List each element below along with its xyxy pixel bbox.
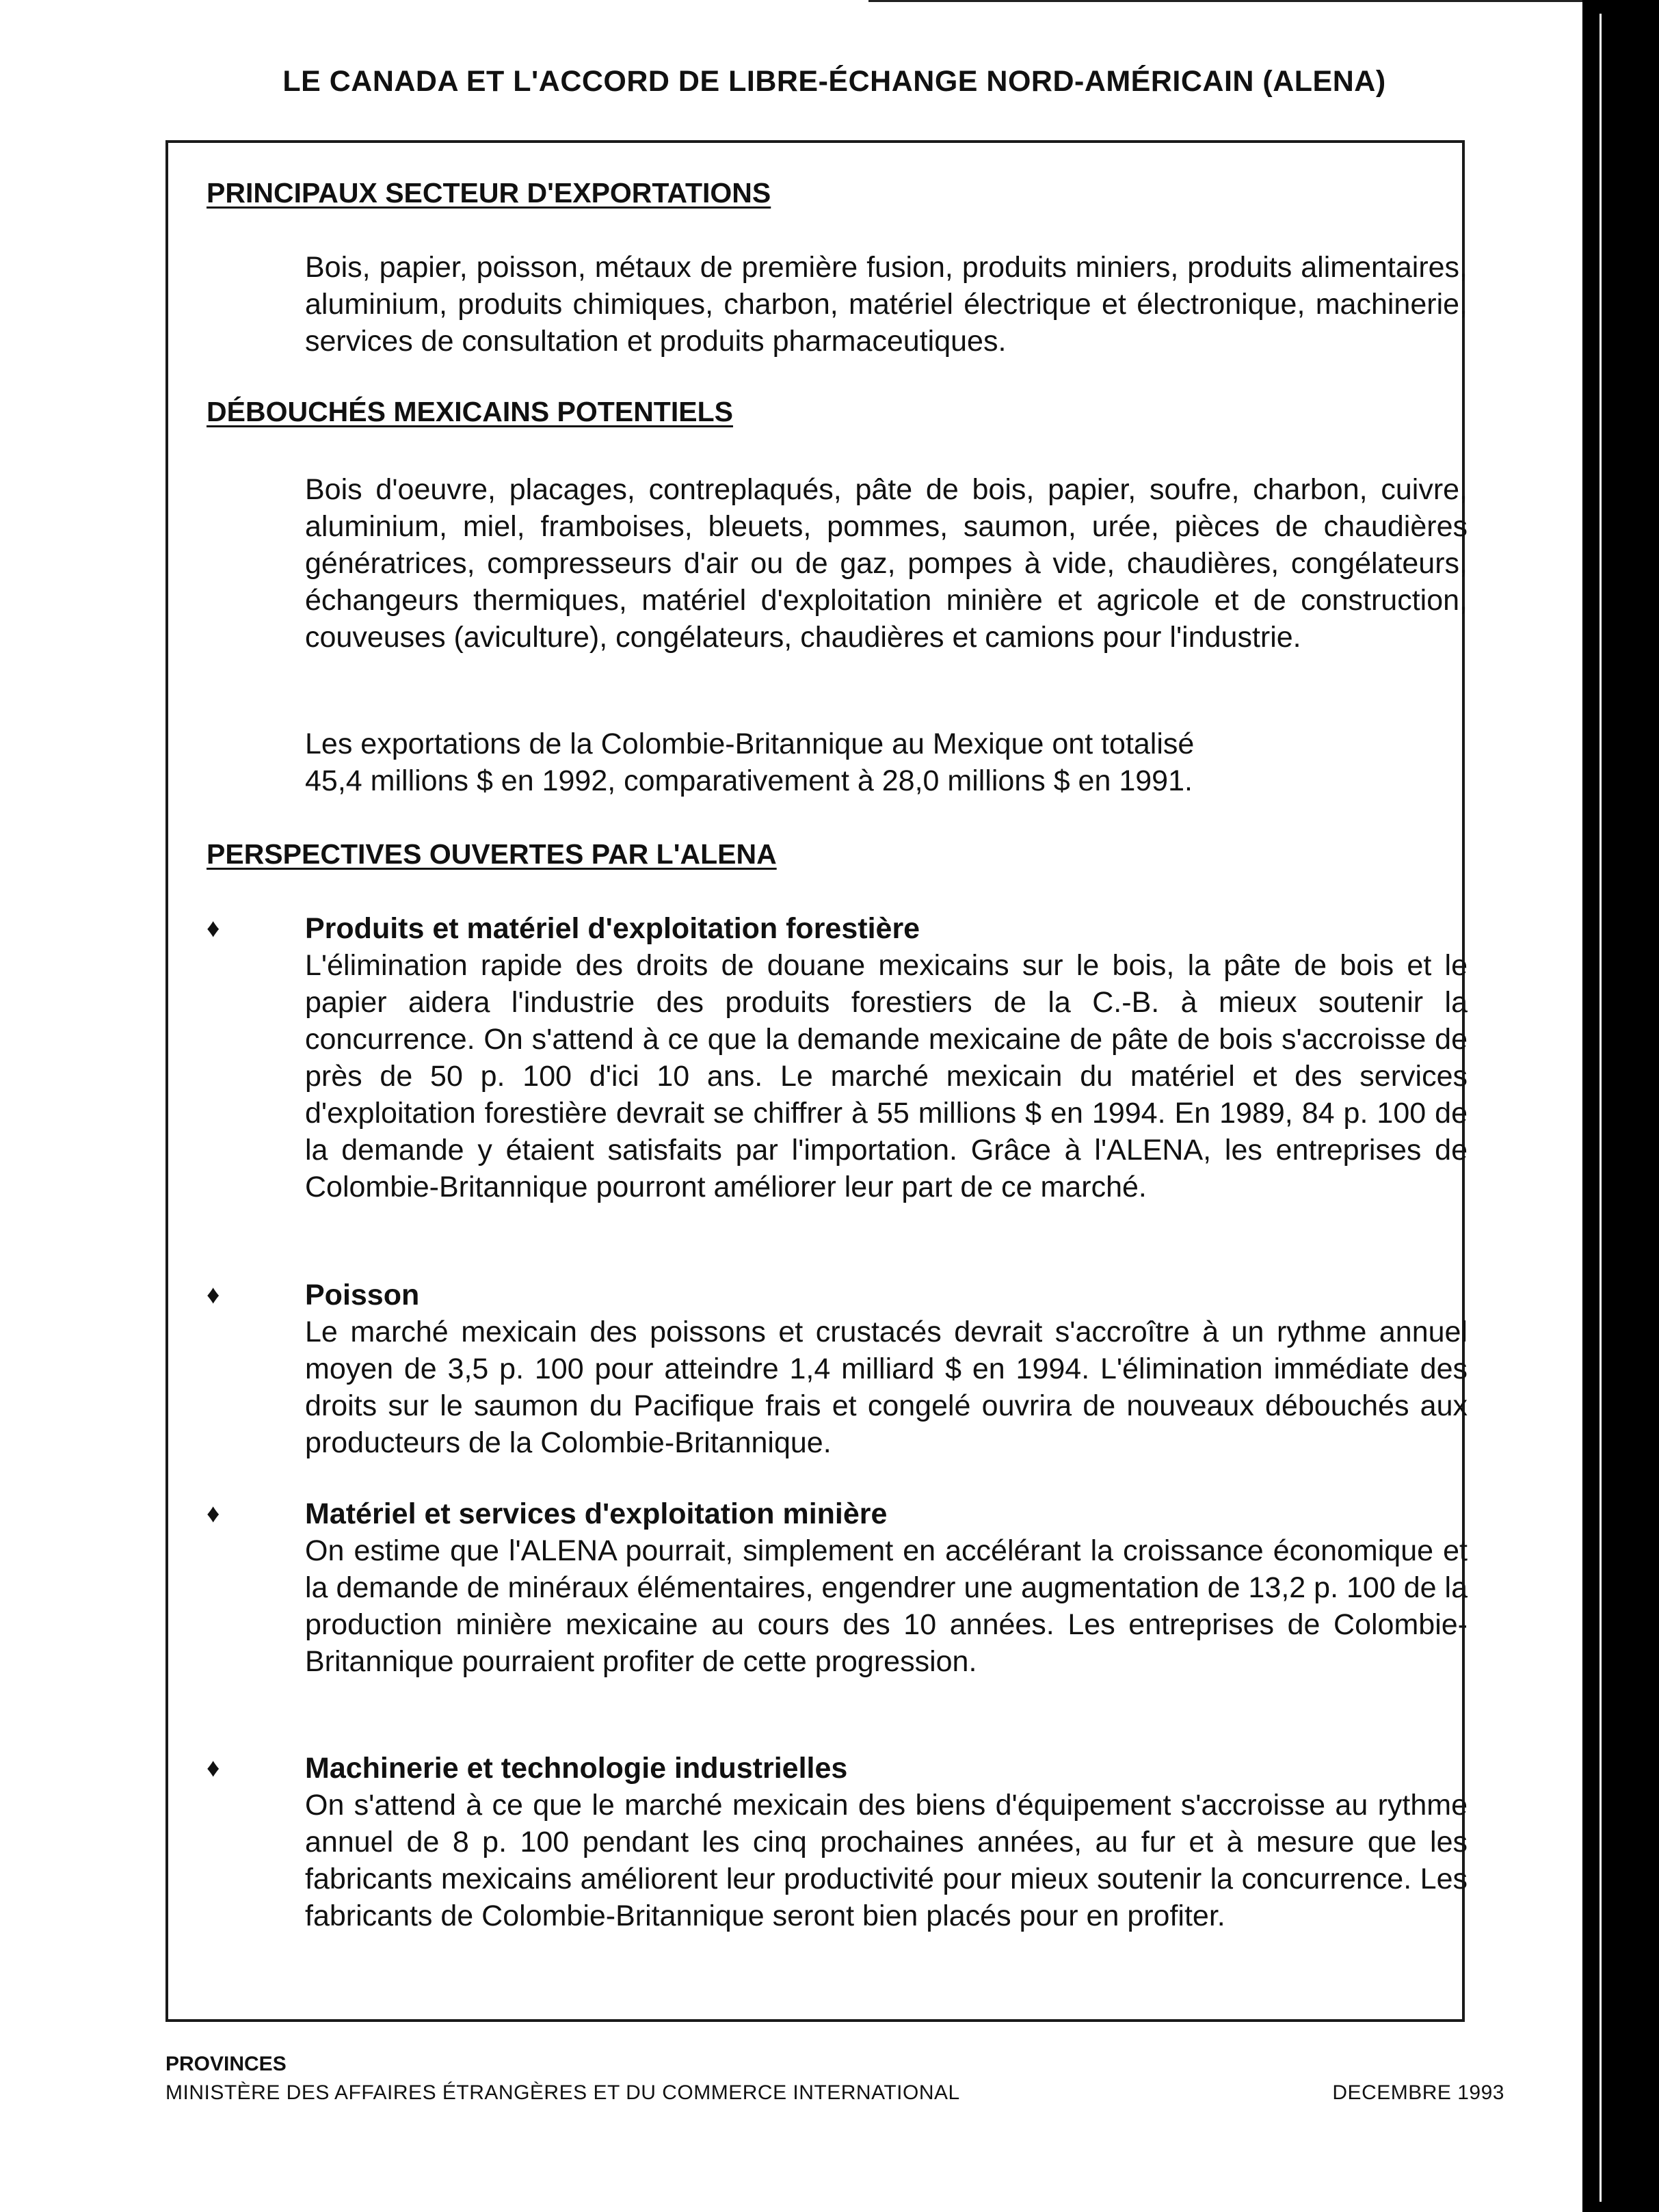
footer-date: DECEMBRE 1993 [1332,2081,1504,2104]
perspective-item-text: On estime que l'ALENA pourrait, simplement en accélérant la croissance économique et la demande de minéraux élémentaires, engendrer une augmentation de 13,2 p. 100 de la production minière mexicaine au cours des 10 années. Les entreprises de Colombie-Britannique pourraient profiter de cette progression. [305,1534,1468,1678]
perspective-item [305,1277,1468,1461]
document-title: LE CANADA ET L'ACCORD DE LIBRE-ÉCHANGE NORD-AMÉRICAIN (ALENA) [282,65,1386,98]
exports-paragraph: Bois, papier, poisson, métaux de première fusion, produits miniers, produits alimentaires, aluminium, produits chimiques, charbon, matériel électrique et électronique, machinerie, services de consultation et produits pharmaceutiques. [305,251,1468,358]
section-heading-markets: DÉBOUCHÉS MEXICAINS POTENTIELS [207,396,733,427]
perspective-item-title: Produits et matériel d'exploitation forestière [305,912,920,945]
perspective-item-text: Le marché mexicain des poissons et crustacés devrait s'accroître à un rythme annuel moyen de 3,5 p. 100 pour atteindre 1,4 milliard $ en 1994. L'élimination immédiate des droits sur le saumon du Pacifique frais et congelé ouvrira de nouveaux débouchés aux producteurs de la Colombie-Britannique. [305,1316,1468,1459]
scan-top-rule [868,0,1582,2]
markets-paragraph: Bois d'oeuvre, placages, contreplaqués, pâte de bois, papier, soufre, charbon, cuivre, aluminium, miel, framboises, bleuets, pommes, saumon, urée, pièces de chaudières génératrices, compresseurs d'air ou de gaz, pompes à vide, chaudières, congélateurs, échangeurs thermiques, matériel d'exploitation minière et agricole et de construction, couveuses (aviculture), congélateurs, chaudières et camions pour l'industrie. [305,473,1468,654]
perspective-item [305,910,1468,1205]
footer-ministry: MINISTÈRE DES AFFAIRES ÉTRANGÈRES ET DU COMMERCE INTERNATIONAL [165,2081,960,2104]
scan-page-edge [1582,0,1659,2212]
scan-page-edge-line [1600,14,1602,2202]
exports-stats-paragraph [305,725,1468,799]
perspective-item-text: On s'attend à ce que le marché mexicain des biens d'équipement s'accroisse au rythme annuel de 8 p. 100 pendant les cinq prochaines années, au fur et à mesure que les fabricants mexicains améliorent leur productivité pour mieux soutenir la concurrence. Les fabricants de Colombie-Britannique seront bien placés pour en profiter. [305,1789,1468,1932]
diamond-bullet-icon: ♦ [207,1500,220,1528]
footer-organization: PROVINCES [165,2053,287,2075]
perspective-item [305,1750,1468,1934]
perspective-item-title: Poisson [305,1279,420,1311]
perspective-item-text: L'élimination rapide des droits de douane mexicains sur le bois, la pâte de bois et le papier aidera l'industrie des produits forestiers de la C.-B. à mieux soutenir la concurrence. On s'attend à ce que la demande mexicaine de pâte de bois s'accroisse de près de 50 p. 100 d'ici 10 ans. Le marché mexicain du matériel et des services d'exploitation forestière devrait se chiffrer à 55 millions $ en 1994. En 1989, 84 p. 100 de la demande y étaient satisfaits par l'importation. Grâce à l'ALENA, les entreprises de Colombie-Britannique pourront améliorer leur part de ce marché. [305,949,1468,1203]
diamond-bullet-icon: ♦ [207,914,220,943]
exports-stats-line-2: 45,4 millions $ en 1992, comparativement à 28,0 millions $ en 1991. [305,764,1193,797]
diamond-bullet-icon: ♦ [207,1281,220,1309]
perspective-item [305,1495,1468,1680]
exports-stats-line-1: Les exportations de la Colombie-Britannique au Mexique ont totalisé [305,728,1195,760]
perspective-item-title: Machinerie et technologie industrielles [305,1752,848,1785]
content-box [165,140,1468,2022]
perspective-item-title: Matériel et services d'exploitation minière [305,1497,888,1530]
section-heading-exports: PRINCIPAUX SECTEUR D'EXPORTATIONS [207,177,771,209]
section-heading-perspectives: PERSPECTIVES OUVERTES PAR L'ALENA [207,838,777,870]
diamond-bullet-icon: ♦ [207,1754,220,1783]
